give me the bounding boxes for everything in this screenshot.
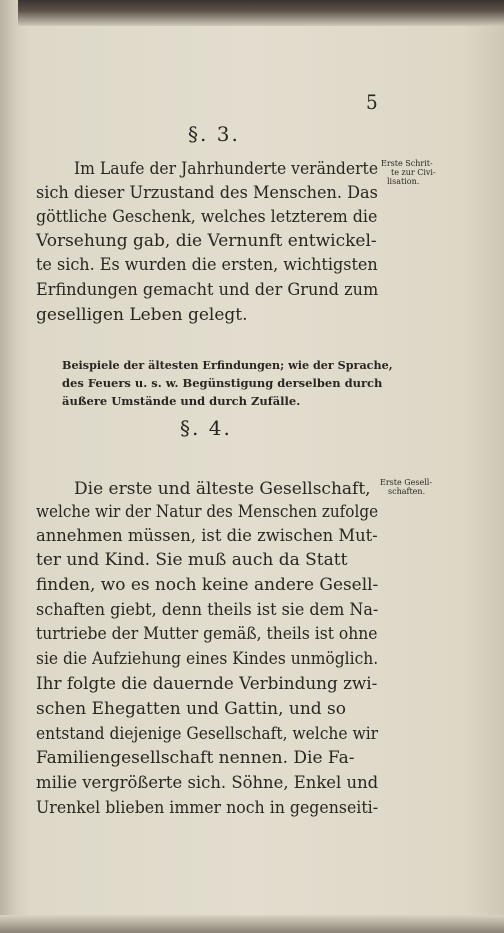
section-4-line-4: ter und Kind. Sie muß auch da Statt [36, 550, 348, 570]
section-3-line-3: göttliche Geschenk, welches letzterem die [36, 207, 378, 227]
section-3-heading: §. 3. [188, 122, 240, 146]
page-bottom-edge [0, 915, 504, 933]
section-3-line-6: Erfindungen gemacht und der Grund zum [36, 280, 379, 300]
section-3-line-1: Im Laufe der Jahrhunderte veränderte [74, 159, 379, 179]
section-3-line-5: te sich. Es wurden die ersten, wichtigsten [36, 255, 378, 275]
section-3-line-7: geselligen Leben gelegt. [36, 305, 248, 325]
page-gutter [0, 0, 18, 933]
section-3-line-2: sich dieser Urzustand des Menschen. Das [36, 183, 378, 203]
section-4-heading: §. 4. [180, 416, 232, 440]
section-4-line-11: entstand diejenige Gesellschaft, welche wir [36, 724, 379, 744]
section-4-line-10: schen Ehegatten und Gattin, und so [36, 699, 347, 719]
page-top-edge [0, 0, 504, 26]
section-4-margin-note [380, 478, 432, 496]
section-3-line-4: Vorsehung gab, die Vernunft entwickel- [36, 231, 377, 251]
section-3-note-line-3: äußere Umstände und durch Zufälle. [62, 394, 301, 408]
margin-note-line: Erste Schrit- [381, 159, 433, 168]
section-4-line-1: Die erste und älteste Gesellschaft, [74, 479, 371, 499]
section-4-line-5: finden, wo es noch keine andere Gesell- [36, 575, 379, 595]
margin-note-line: Erste Gesell- [380, 478, 433, 487]
margin-note-line: te zur Civi- [391, 168, 436, 177]
section-4-line-13: milie vergrößerte sich. Söhne, Enkel und [36, 773, 379, 793]
section-4-line-8: sie die Aufziehung eines Kindes unmöglich. [36, 649, 379, 669]
section-4-line-6: schaften giebt, denn theils ist sie dem Na- [36, 600, 379, 620]
margin-note-line: lisation. [387, 177, 420, 186]
section-3-margin-note [381, 159, 436, 186]
section-3-note-line-1: Beispiele der ältesten Erfindungen; wie der Sprache, [62, 358, 393, 372]
section-3-note-line-2: des Feuers u. s. w. Begünstigung derselben durch [62, 376, 383, 390]
section-4-line-12: Familiengesellschaft nennen. Die Fa- [36, 748, 355, 768]
section-4-line-2: welche wir der Natur des Menschen zufolge [36, 502, 379, 522]
section-4-line-7: turtriebe der Mutter gemäß, theils ist ohne [36, 624, 378, 644]
section-4-line-3: annehmen müssen, ist die zwischen Mut- [36, 526, 378, 546]
page-number: 5 [366, 90, 378, 114]
margin-note-line: schaften. [388, 487, 426, 496]
section-4-line-14: Urenkel blieben immer noch in gegenseiti- [36, 798, 379, 818]
section-4-line-9: Ihr folgte die dauernde Verbindung zwi- [36, 674, 378, 694]
